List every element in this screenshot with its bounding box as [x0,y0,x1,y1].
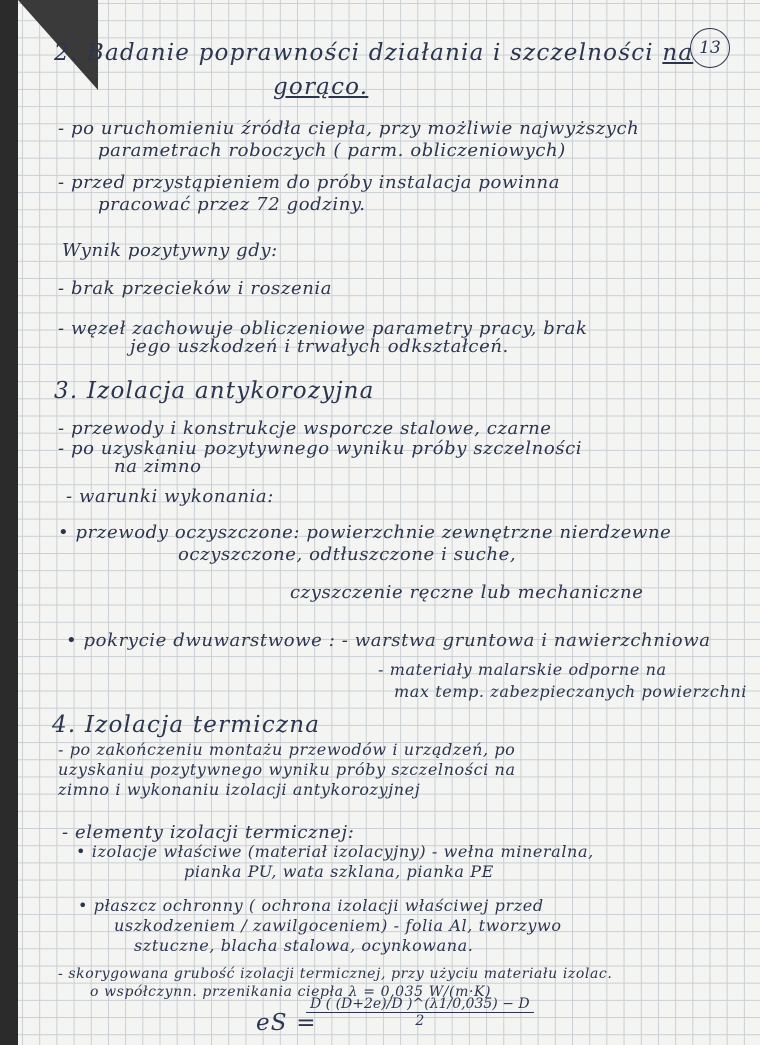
section-2-item-2-line-2: pracować przez 72 godziny. [98,194,366,215]
section-4-heading [52,712,320,738]
coating-line-2: - materiały malarskie odporne na [378,660,667,679]
section-2-item-2-line-1: - przed przystąpieniem do próby instalacja powinna [58,172,561,193]
pipes-line-1: • przewody oczyszczone: powierzchnie zewnętrzne nierdzewne [58,522,672,543]
section-3-item-2-line-1: - po uzyskaniu pozytywnego wyniku próby szczelności [58,438,583,459]
elements-heading: - elementy izolacji termicznej: [62,822,355,843]
notebook-page [18,0,760,1045]
section-4-text-line-3: zimno i wykonaniu izolacji antykorozyjnej [58,780,421,799]
section-2-number: 2. [54,40,79,66]
section-3-item-1: - przewody i konstrukcje wsporcze stalowe, czarne [58,418,552,439]
section-2-title-c: gorąco. [273,74,369,100]
formula-fraction [306,996,534,1029]
page-number: 13 [690,28,730,68]
jacket-line-1: • płaszcz ochronny ( ochrona izolacji właściwej przed [78,896,544,915]
jacket-line-3: sztuczne, blacha stalowa, ocynkowana. [134,936,474,955]
section-3-number: 3. [54,378,79,404]
section-4-title: Izolacja termiczna [84,712,321,738]
section-4-text-line-1: - po zakończeniu montażu przewodów i urządzeń, po [58,740,516,759]
thickness-line-2: o współczynn. przenikania ciepła λ = 0,035 W/(m·K) [90,984,492,1000]
insulation-line-2: pianka PU, wata szklana, pianka PE [184,862,494,881]
section-2-item-1-line-2: parametrach roboczych ( parm. obliczeniowych) [98,140,566,161]
section-2-title-b: na [662,40,694,66]
section-2-heading [54,40,693,66]
coating-line-1: • pokrycie dwuwarstwowe : - warstwa gruntowa i nawierzchniowa [66,630,711,651]
section-3-heading [54,378,375,404]
pipes-line-2: oczyszczone, odtłuszczone i suche, [178,544,517,565]
insulation-line-1: • izolacje właściwe (materiał izolacyjny) - wełna mineralna, [76,842,594,861]
formula-numerator: D ( (D+2e)/D )^(λ1/0,035) − D [306,996,534,1013]
conditions-heading: - warunki wykonania: [66,486,274,507]
result-item-2-line-1: - węzeł zachowuje obliczeniowe parametry pracy, brak [58,318,588,339]
section-4-number: 4. [52,712,77,738]
section-4-text-line-2: uzyskaniu pozytywnego wyniku próby szczelności na [58,760,516,779]
formula-lhs: eS = [256,1010,317,1036]
formula-denominator: 2 [415,1013,425,1029]
section-3-item-2-line-2: na zimno [114,456,202,477]
coating-line-3: max temp. zabezpieczanych powierzchni [394,682,747,701]
jacket-line-2: uszkodzeniem / zawilgoceniem) - folia Al, tworzywo [114,916,562,935]
pipes-line-3: czyszczenie ręczne lub mechaniczne [290,582,644,603]
section-2-title-a: Badanie poprawności działania i szczelności [86,40,654,66]
result-item-2-line-2: jego uszkodzeń i trwałych odkształceń. [130,336,509,357]
result-item-1: - brak przecieków i roszenia [58,278,333,299]
result-heading: Wynik pozytywny gdy: [62,240,278,261]
section-2-item-1-line-1: - po uruchomieniu źródła ciepła, przy możliwie najwyższych [58,118,640,139]
thickness-line-1: - skorygowana grubość izolacji termicznej, przy użyciu materiału izolac. [58,966,613,982]
section-3-title: Izolacja antykorozyjna [86,378,375,404]
